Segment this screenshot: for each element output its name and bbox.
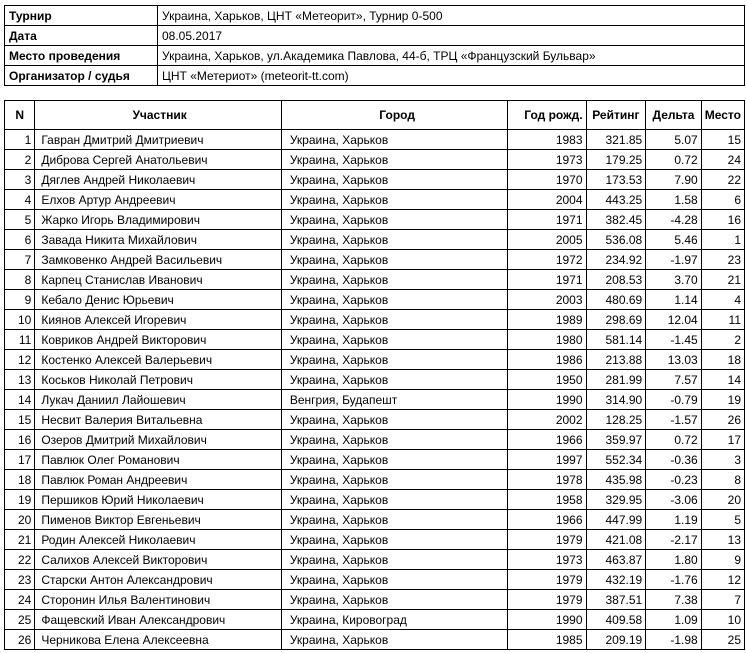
cell-place: 17 (701, 430, 744, 450)
column-header-participant: Участник (35, 101, 282, 130)
cell-place: 16 (701, 210, 744, 230)
cell-rating: 329.95 (586, 490, 646, 510)
cell-rating: 421.08 (586, 530, 646, 550)
cell-place: 20 (701, 490, 744, 510)
cell-participant: Черникова Елена Алексеевна (35, 630, 282, 650)
table-row (5, 350, 745, 370)
cell-delta: 1.80 (646, 550, 702, 570)
cell-number: 20 (5, 510, 35, 530)
cell-rating: 213.88 (586, 350, 646, 370)
cell-city: Украина, Харьков (281, 470, 508, 490)
cell-birth-year: 1966 (508, 510, 586, 530)
table-row (5, 530, 745, 550)
cell-city: Украина, Харьков (281, 490, 508, 510)
info-row-tournament (5, 6, 745, 26)
column-header-rating: Рейтинг (586, 101, 646, 130)
cell-birth-year: 2002 (508, 410, 586, 430)
cell-birth-year: 1990 (508, 610, 586, 630)
cell-rating: 552.34 (586, 450, 646, 470)
cell-place: 5 (701, 510, 744, 530)
cell-participant: Елхов Артур Андреевич (35, 190, 282, 210)
cell-place: 4 (701, 290, 744, 310)
cell-delta: 7.90 (646, 170, 702, 190)
cell-city: Украина, Харьков (281, 570, 508, 590)
cell-rating: 480.69 (586, 290, 646, 310)
info-row-organizer (5, 66, 745, 86)
cell-city: Украина, Харьков (281, 410, 508, 430)
table-row (5, 570, 745, 590)
cell-number: 19 (5, 490, 35, 510)
table-row (5, 130, 745, 150)
info-label: Турнир (5, 6, 158, 26)
cell-birth-year: 2004 (508, 190, 586, 210)
cell-delta: -3.06 (646, 490, 702, 510)
cell-rating: 359.97 (586, 430, 646, 450)
cell-place: 12 (701, 570, 744, 590)
cell-participant: Озеров Дмитрий Михайлович (35, 430, 282, 450)
cell-place: 7 (701, 590, 744, 610)
column-header-birth-year: Год рожд. (508, 101, 586, 130)
cell-birth-year: 2003 (508, 290, 586, 310)
cell-rating: 321.85 (586, 130, 646, 150)
cell-participant: Несвит Валерия Витальевна (35, 410, 282, 430)
cell-birth-year: 1958 (508, 490, 586, 510)
table-row (5, 330, 745, 350)
cell-place: 26 (701, 410, 744, 430)
cell-participant: Кебало Денис Юрьевич (35, 290, 282, 310)
info-value: Украина, Харьков, ЦНТ «Метеорит», Турнир 0-500 (158, 6, 745, 26)
cell-place: 14 (701, 370, 744, 390)
cell-place: 10 (701, 610, 744, 630)
cell-number: 7 (5, 250, 35, 270)
cell-participant: Диброва Сергей Анатольевич (35, 150, 282, 170)
cell-delta: 1.19 (646, 510, 702, 530)
cell-delta: -1.97 (646, 250, 702, 270)
cell-number: 4 (5, 190, 35, 210)
info-value: ЦНТ «Метериот» (meteorit-tt.com) (158, 66, 745, 86)
cell-number: 14 (5, 390, 35, 410)
cell-delta: -0.23 (646, 470, 702, 490)
cell-rating: 435.98 (586, 470, 646, 490)
cell-delta: 7.38 (646, 590, 702, 610)
table-row (5, 410, 745, 430)
cell-place: 8 (701, 470, 744, 490)
cell-delta: -1.76 (646, 570, 702, 590)
info-row-venue (5, 46, 745, 66)
cell-place: 22 (701, 170, 744, 190)
cell-rating: 208.53 (586, 270, 646, 290)
table-row (5, 310, 745, 330)
cell-delta: -1.57 (646, 410, 702, 430)
cell-number: 26 (5, 630, 35, 650)
cell-participant: Павлюк Роман Андреевич (35, 470, 282, 490)
cell-rating: 463.87 (586, 550, 646, 570)
cell-rating: 281.99 (586, 370, 646, 390)
cell-place: 9 (701, 550, 744, 570)
cell-birth-year: 1970 (508, 170, 586, 190)
cell-delta: 3.70 (646, 270, 702, 290)
cell-participant: Карпец Станислав Иванович (35, 270, 282, 290)
cell-delta: 7.57 (646, 370, 702, 390)
cell-delta: 5.07 (646, 130, 702, 150)
cell-participant: Сторонин Илья Валентинович (35, 590, 282, 610)
cell-delta: 13.03 (646, 350, 702, 370)
table-row (5, 250, 745, 270)
cell-birth-year: 1980 (508, 330, 586, 350)
cell-city: Украина, Харьков (281, 510, 508, 530)
cell-number: 6 (5, 230, 35, 250)
table-row (5, 190, 745, 210)
cell-number: 11 (5, 330, 35, 350)
cell-city: Украина, Харьков (281, 250, 508, 270)
cell-participant: Старски Антон Александрович (35, 570, 282, 590)
tournament-info-table (4, 5, 745, 86)
cell-birth-year: 1978 (508, 470, 586, 490)
cell-rating: 382.45 (586, 210, 646, 230)
cell-birth-year: 1966 (508, 430, 586, 450)
column-header-delta: Дельта (646, 101, 702, 130)
cell-city: Венгрия, Будапешт (281, 390, 508, 410)
info-label: Организатор / судья (5, 66, 158, 86)
cell-birth-year: 1979 (508, 590, 586, 610)
table-row (5, 150, 745, 170)
cell-place: 21 (701, 270, 744, 290)
info-row-date (5, 26, 745, 46)
cell-number: 22 (5, 550, 35, 570)
cell-city: Украина, Харьков (281, 550, 508, 570)
cell-delta: 1.09 (646, 610, 702, 630)
cell-city: Украина, Харьков (281, 590, 508, 610)
cell-birth-year: 1979 (508, 530, 586, 550)
cell-city: Украина, Харьков (281, 190, 508, 210)
column-header-number: N (5, 101, 35, 130)
cell-participant: Киянов Алексей Игоревич (35, 310, 282, 330)
cell-delta: -0.79 (646, 390, 702, 410)
cell-birth-year: 1985 (508, 630, 586, 650)
cell-birth-year: 1972 (508, 250, 586, 270)
cell-place: 15 (701, 130, 744, 150)
cell-participant: Костенко Алексей Валерьевич (35, 350, 282, 370)
cell-city: Украина, Харьков (281, 530, 508, 550)
cell-birth-year: 1989 (508, 310, 586, 330)
cell-place: 1 (701, 230, 744, 250)
cell-birth-year: 1979 (508, 570, 586, 590)
column-header-city: Город (281, 101, 508, 130)
cell-city: Украина, Харьков (281, 430, 508, 450)
table-row (5, 510, 745, 530)
cell-number: 10 (5, 310, 35, 330)
cell-delta: -4.28 (646, 210, 702, 230)
cell-number: 5 (5, 210, 35, 230)
cell-number: 23 (5, 570, 35, 590)
cell-delta: -1.45 (646, 330, 702, 350)
cell-participant: Салихов Алексей Викторович (35, 550, 282, 570)
cell-participant: Коськов Николай Петрович (35, 370, 282, 390)
cell-number: 9 (5, 290, 35, 310)
cell-rating: 581.14 (586, 330, 646, 350)
cell-place: 23 (701, 250, 744, 270)
cell-place: 3 (701, 450, 744, 470)
cell-number: 2 (5, 150, 35, 170)
column-header-place: Место (701, 101, 744, 130)
table-row (5, 450, 745, 470)
cell-number: 1 (5, 130, 35, 150)
cell-participant: Фащевский Иван Александрович (35, 610, 282, 630)
cell-rating: 409.58 (586, 610, 646, 630)
cell-participant: Завада Никита Михайлович (35, 230, 282, 250)
cell-delta: 1.14 (646, 290, 702, 310)
table-header-row (5, 101, 745, 130)
cell-delta: -1.98 (646, 630, 702, 650)
cell-birth-year: 1973 (508, 550, 586, 570)
cell-rating: 128.25 (586, 410, 646, 430)
cell-number: 13 (5, 370, 35, 390)
cell-city: Украина, Харьков (281, 210, 508, 230)
table-row (5, 470, 745, 490)
cell-birth-year: 1983 (508, 130, 586, 150)
cell-delta: 1.58 (646, 190, 702, 210)
cell-city: Украина, Харьков (281, 370, 508, 390)
cell-delta: 0.72 (646, 150, 702, 170)
cell-city: Украина, Харьков (281, 270, 508, 290)
table-row (5, 610, 745, 630)
info-value: 08.05.2017 (158, 26, 745, 46)
cell-place: 6 (701, 190, 744, 210)
cell-birth-year: 2005 (508, 230, 586, 250)
cell-birth-year: 1971 (508, 270, 586, 290)
cell-participant: Лукач Даниил Лайошевич (35, 390, 282, 410)
cell-participant: Дяглев Андрей Николаевич (35, 170, 282, 190)
cell-place: 25 (701, 630, 744, 650)
table-row (5, 270, 745, 290)
cell-number: 17 (5, 450, 35, 470)
cell-participant: Замковенко Андрей Васильевич (35, 250, 282, 270)
table-row (5, 290, 745, 310)
cell-city: Украина, Харьков (281, 290, 508, 310)
cell-place: 11 (701, 310, 744, 330)
table-row (5, 210, 745, 230)
cell-participant: Ковриков Андрей Викторович (35, 330, 282, 350)
cell-number: 8 (5, 270, 35, 290)
cell-city: Украина, Харьков (281, 350, 508, 370)
table-row (5, 490, 745, 510)
table-row (5, 630, 745, 650)
cell-rating: 387.51 (586, 590, 646, 610)
cell-rating: 298.69 (586, 310, 646, 330)
info-value: Украина, Харьков, ул.Академика Павлова, 44-б, ТРЦ «Французский Бульвар» (158, 46, 745, 66)
cell-rating: 443.25 (586, 190, 646, 210)
cell-delta: -0.36 (646, 450, 702, 470)
cell-city: Украина, Харьков (281, 230, 508, 250)
cell-city: Украина, Харьков (281, 310, 508, 330)
info-label: Дата (5, 26, 158, 46)
results-table (4, 100, 745, 650)
cell-number: 24 (5, 590, 35, 610)
cell-delta: 12.04 (646, 310, 702, 330)
cell-number: 3 (5, 170, 35, 190)
cell-rating: 432.19 (586, 570, 646, 590)
cell-birth-year: 1986 (508, 350, 586, 370)
cell-rating: 536.08 (586, 230, 646, 250)
cell-participant: Родин Алексей Николаевич (35, 530, 282, 550)
cell-rating: 209.19 (586, 630, 646, 650)
cell-rating: 234.92 (586, 250, 646, 270)
table-row (5, 590, 745, 610)
results-body (5, 130, 745, 650)
cell-delta: 5.46 (646, 230, 702, 250)
cell-place: 19 (701, 390, 744, 410)
table-row (5, 230, 745, 250)
cell-city: Украина, Харьков (281, 170, 508, 190)
cell-city: Украина, Харьков (281, 150, 508, 170)
info-label: Место проведения (5, 46, 158, 66)
table-row (5, 170, 745, 190)
cell-birth-year: 1950 (508, 370, 586, 390)
cell-participant: Жарко Игорь Владимирович (35, 210, 282, 230)
table-row (5, 370, 745, 390)
cell-birth-year: 1973 (508, 150, 586, 170)
cell-birth-year: 1997 (508, 450, 586, 470)
table-row (5, 430, 745, 450)
cell-number: 16 (5, 430, 35, 450)
cell-number: 18 (5, 470, 35, 490)
cell-city: Украина, Харьков (281, 330, 508, 350)
cell-participant: Пименов Виктор Евгеньевич (35, 510, 282, 530)
cell-place: 18 (701, 350, 744, 370)
cell-number: 21 (5, 530, 35, 550)
cell-rating: 173.53 (586, 170, 646, 190)
cell-birth-year: 1990 (508, 390, 586, 410)
cell-place: 24 (701, 150, 744, 170)
cell-number: 12 (5, 350, 35, 370)
cell-participant: Гавран Дмитрий Дмитриевич (35, 130, 282, 150)
cell-rating: 314.90 (586, 390, 646, 410)
cell-city: Украина, Харьков (281, 450, 508, 470)
cell-rating: 179.25 (586, 150, 646, 170)
cell-rating: 447.99 (586, 510, 646, 530)
cell-delta: -2.17 (646, 530, 702, 550)
cell-place: 13 (701, 530, 744, 550)
cell-delta: 0.72 (646, 430, 702, 450)
cell-number: 15 (5, 410, 35, 430)
cell-participant: Павлюк Олег Романович (35, 450, 282, 470)
cell-city: Украина, Кировоград (281, 610, 508, 630)
cell-number: 25 (5, 610, 35, 630)
table-row (5, 550, 745, 570)
cell-city: Украина, Харьков (281, 130, 508, 150)
cell-place: 2 (701, 330, 744, 350)
cell-city: Украина, Харьков (281, 630, 508, 650)
cell-participant: Першиков Юрий Николаевич (35, 490, 282, 510)
cell-birth-year: 1971 (508, 210, 586, 230)
table-row (5, 390, 745, 410)
